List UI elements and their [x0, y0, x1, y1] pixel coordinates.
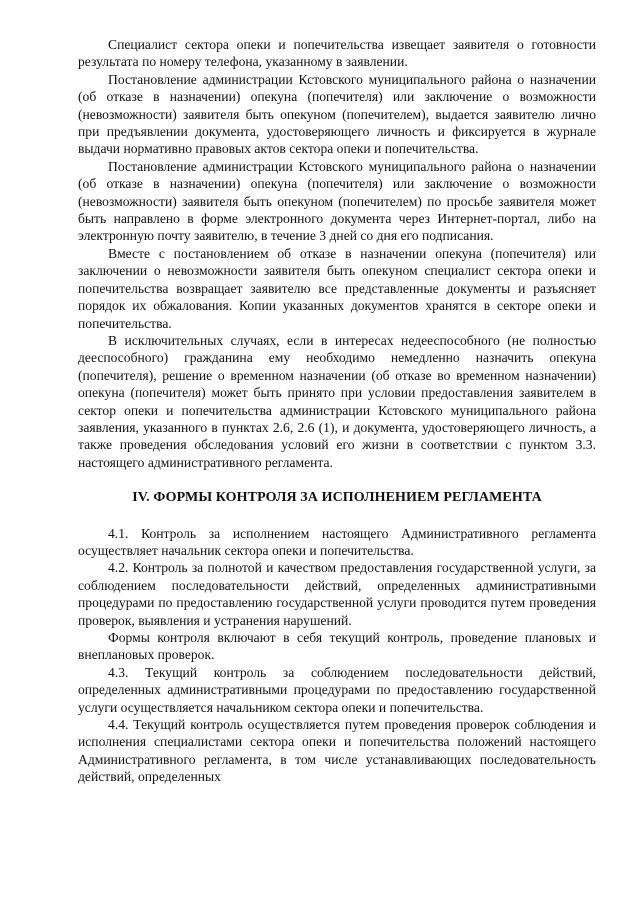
section-heading: IV. ФОРМЫ КОНТРОЛЯ ЗА ИСПОЛНЕНИЕМ РЕГЛАМЕНТА	[132, 490, 542, 506]
paragraph-resolution-issued: Постановление администрации Кстовского муниципального района о назначении (об отказе в назначении) опекуна (попечителя) или заключение о возможности (невозможности) заявителя быть опекуном (попечителем), выдается заявителю лично при предъявлении документа, удостоверяющего личность и фиксируется в журнале выдачи нормативно правовых актов сектора опеки и попечительства.	[78, 71, 596, 157]
document-page	[78, 36, 596, 786]
paragraph-readiness-notice: Специалист сектора опеки и попечительства извещает заявителя о готовности результата по номеру телефона, указанному в заявлении.	[78, 37, 596, 70]
paragraph-4-4: 4.4. Текущий контроль осуществляется путем проведения проверок соблюдения и исполнения специалистами сектора опеки и попечительства положений настоящего Административного регламента, в том числе устанавливающих последовательность действий, определенных	[78, 717, 596, 785]
paragraph-exceptional-cases: В исключительных случаях, если в интересах недееспособного (не полностью дееспособного) гражданина ему необходимо немедленно назначить опекуна (попечителя), решение о временном назначении (об отказе во временном назначении) опекуна (попечителя) может быть принято при условии предоставления заявителем в сектор опеки и попечительства администрации Кстовского муниципального района заявления, указанного в пунктах 2.6, 2.6 (1), и документа, удостоверяющего личность, а также проведения обследования условий его жизни в соответствии с пунктом 3.3. настоящего административного регламента.	[78, 332, 596, 470]
paragraph-4-2: 4.2. Контроль за полнотой и качеством предоставления государственной услуги, за соблюдением последовательности действий, определенных административными процедурами по предоставлению государственной услуги проводится путем проведения проверок, выявления и устранения нарушений.	[78, 560, 596, 628]
paragraph-electronic-delivery: Постановление администрации Кстовского муниципального района о назначении (об отказе в назначении) опекуна (попечителя) или заключение о возможности (невозможности) заявителя быть опекуном (попечителем) по просьбе заявителя может быть направлено в форме электронного документа через Интернет-портал, либо на электронную почту заявителю, в течение 3 дней со дня его подписания.	[78, 158, 596, 244]
paragraph-refusal-return: Вместе с постановлением об отказе в назначении опекуна (попечителя) или заключении о невозможности заявителя быть опекуном специалист сектора опеки и попечительства возвращает заявителю все представленные документы и разъясняет порядок их обжалования. Копии указанных документов хранятся в секторе опеки и попечительства.	[78, 245, 596, 331]
paragraph-control-forms: Формы контроля включают в себя текущий контроль, проведение плановых и внеплановых проверок.	[78, 630, 596, 663]
paragraph-4-1: 4.1. Контроль за исполнением настоящего Административного регламента осуществляет начальник сектора опеки и попечительства.	[78, 525, 596, 558]
paragraph-4-3: 4.3. Текущий контроль за соблюдением последовательности действий, определенных административными процедурами по предоставлению государственной услуги осуществляется начальником сектора опеки и попечительства.	[78, 664, 596, 715]
